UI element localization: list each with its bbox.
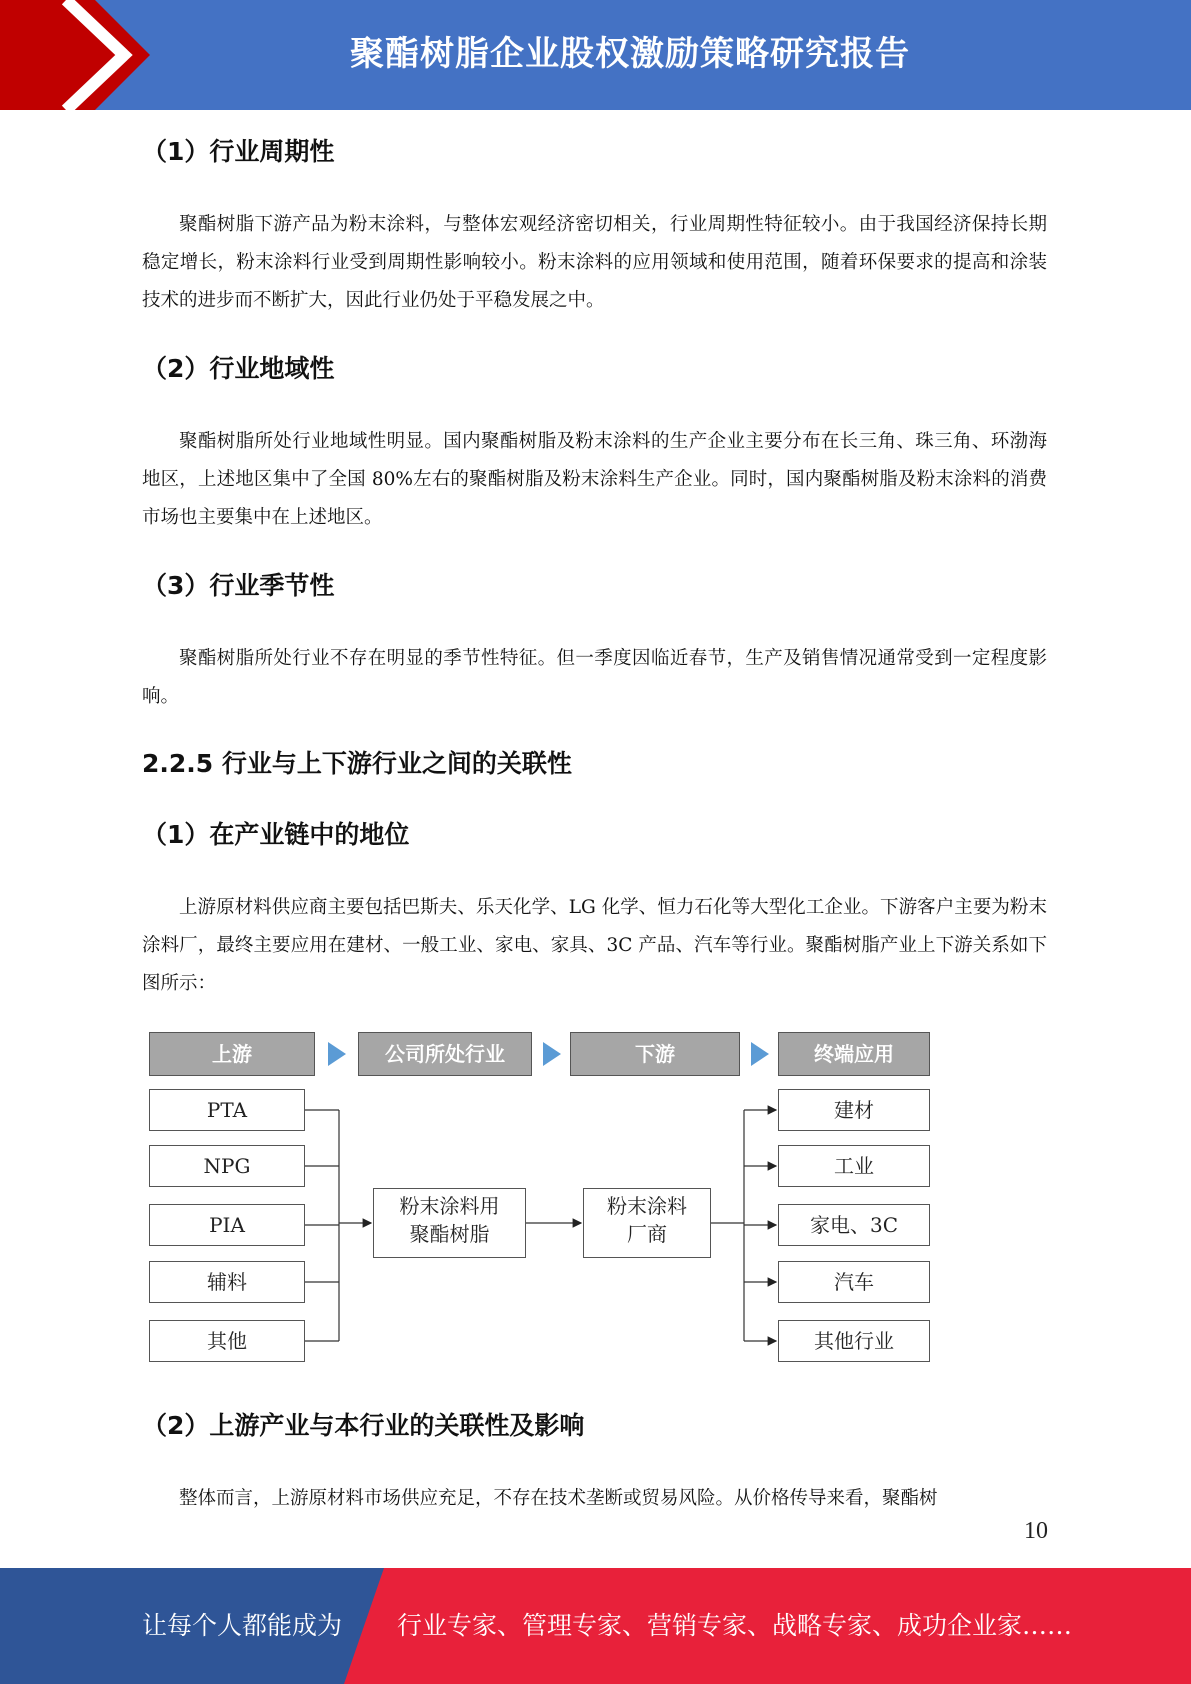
- paragraph-cyclicality: 聚酯树脂下游产品为粉末涂料，与整体宏观经济密切相关，行业周期性特征较小。由于我国经济保持长期稳定增长，粉末涂料行业受到周期性影响较小。粉末涂料的应用领域和使用范围，随着环保要求的提高和涂装技术的进步而不断扩大，因此行业仍处于平稳发展之中。: [142, 214, 1047, 311]
- flow-arrow-icon: [328, 1042, 346, 1066]
- page-number: 10: [1024, 1518, 1048, 1544]
- header-banner: [0, 0, 1191, 110]
- terminal-item: 家电、3C: [778, 1204, 930, 1246]
- paragraph-regionality: 聚酯树脂所处行业地域性明显。国内聚酯树脂及粉末涂料的生产企业主要分布在长三角、珠三角、环渤海地区，上述地区集中了全国 80%左右的聚酯树脂及粉末涂料生产企业。同时，国内聚酯树脂及粉末涂料的消费市场也主要集中在上述地区。: [142, 431, 1047, 528]
- section-heading-seasonality: （3）行业季节性: [142, 571, 335, 600]
- section-heading-chain-position: （1）在产业链中的地位: [142, 820, 410, 849]
- upstream-item: NPG: [149, 1145, 305, 1187]
- downstream-line: 粉末涂料: [607, 1194, 687, 1218]
- company-product-line: 聚酯树脂: [409, 1222, 490, 1246]
- diagram-connectors: [148, 1030, 934, 1370]
- header-terminal-application: 终端应用: [778, 1032, 930, 1076]
- report-title: 聚酯树脂企业股权激励策略研究报告: [350, 34, 910, 74]
- paragraph-chain-position: 上游原材料供应商主要包括巴斯夫、乐天化学、LG 化学、恒力石化等大型化工企业。下游客户主要为粉末涂料厂，最终主要应用在建材、一般工业、家电、家具、3C 产品、汽车等行业。聚酯树脂产业上下游关系如下图所示：: [142, 897, 1047, 994]
- terminal-item: 建材: [778, 1089, 930, 1131]
- section-heading-upstream-impact: （2）上游产业与本行业的关联性及影响: [142, 1411, 585, 1440]
- flow-arrow-icon: [543, 1042, 561, 1066]
- section-heading-regionality: （2）行业地域性: [142, 354, 335, 383]
- downstream-box: [583, 1188, 711, 1258]
- footer-slogan-left: 让每个人都能成为: [142, 1611, 343, 1640]
- flow-arrow-icon: [751, 1042, 769, 1066]
- terminal-item: 汽车: [778, 1261, 930, 1303]
- terminal-item: 其他行业: [778, 1320, 930, 1362]
- upstream-item: 辅料: [149, 1261, 305, 1303]
- header-upstream: 上游: [149, 1032, 315, 1076]
- paragraph-seasonality: 聚酯树脂所处行业不存在明显的季节性特征。但一季度因临近春节，生产及销售情况通常受到一定程度影响。: [142, 648, 1047, 707]
- company-product-box: [373, 1188, 526, 1258]
- section-heading-2-2-5: 2.2.5 行业与上下游行业之间的关联性: [142, 749, 572, 778]
- header-company-industry: 公司所处行业: [358, 1032, 532, 1076]
- terminal-item: 工业: [778, 1145, 930, 1187]
- company-product-line: 粉末涂料用: [399, 1194, 500, 1218]
- upstream-item: 其他: [149, 1320, 305, 1362]
- section-heading-cyclicality: （1）行业周期性: [142, 137, 335, 166]
- upstream-item: PTA: [149, 1089, 305, 1131]
- industry-chain-diagram: [148, 1030, 934, 1370]
- footer-slogan-right: 行业专家、管理专家、营销专家、战略专家、成功企业家……: [397, 1611, 1073, 1640]
- upstream-item: PIA: [149, 1204, 305, 1246]
- footer-banner: [0, 1568, 1191, 1684]
- header-downstream: 下游: [570, 1032, 740, 1076]
- downstream-line: 厂商: [627, 1222, 667, 1246]
- paragraph-upstream-impact: 整体而言，上游原材料市场供应充足，不存在技术垄断或贸易风险。从价格传导来看，聚酯树: [179, 1488, 938, 1509]
